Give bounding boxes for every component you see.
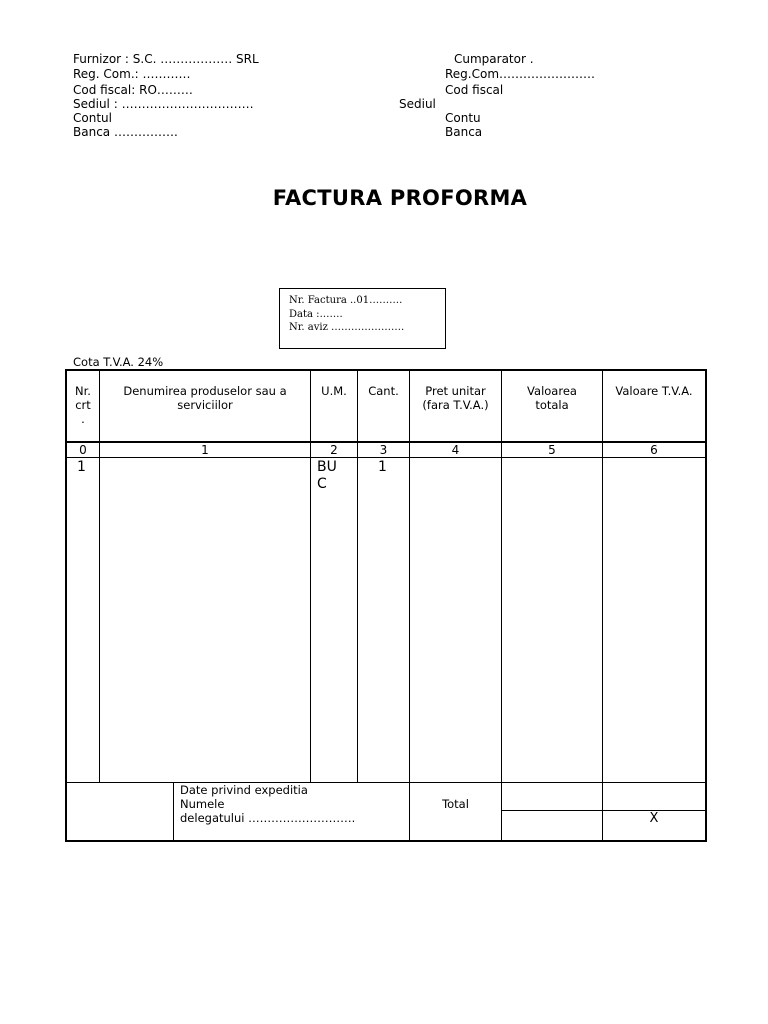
header-pret-line1: Pret unitar bbox=[425, 384, 486, 398]
expeditie-line3: delegatului ………………………. bbox=[180, 811, 356, 825]
col-number-6: 6 bbox=[650, 443, 658, 457]
expeditie-line1: Date privind expeditia bbox=[180, 783, 308, 797]
invoice-info-box bbox=[279, 288, 446, 349]
table-left-border bbox=[65, 369, 67, 842]
header-pret-unitar bbox=[410, 384, 501, 412]
table-top-border bbox=[65, 369, 706, 371]
cumparator-line: Cumparator . bbox=[454, 52, 534, 66]
header-dot-text: . bbox=[81, 412, 85, 426]
banca-buyer-line: Banca bbox=[445, 125, 483, 139]
col-number-4: 4 bbox=[451, 443, 460, 457]
header-denumire-line2: serviciilor bbox=[177, 398, 233, 412]
sediul-line: Sediul : …………………………… bbox=[73, 97, 254, 111]
header-valoare-tva: Valoare T.V.A. bbox=[615, 384, 693, 398]
col-line-4 bbox=[409, 369, 410, 841]
header-denumire-line1: Denumirea produselor sau a bbox=[123, 384, 287, 398]
col-line-1 bbox=[99, 369, 100, 783]
data-field: Data :……. bbox=[289, 308, 343, 320]
cod-fiscal-line: Cod fiscal: RO……… bbox=[73, 83, 193, 97]
cota-tva: Cota T.V.A. 24% bbox=[73, 355, 164, 369]
document-title: FACTURA PROFORMA bbox=[272, 186, 528, 210]
contul-line: Contul bbox=[73, 111, 112, 125]
header-valoarea-line2: totala bbox=[535, 398, 569, 412]
footer-separator bbox=[65, 782, 706, 783]
row-um-line1: BU bbox=[317, 459, 337, 475]
row-um bbox=[317, 459, 337, 493]
table-bottom-border bbox=[65, 840, 706, 842]
header-nr-crt bbox=[67, 384, 99, 426]
reg-com-buyer-line: Reg.Com…………………… bbox=[445, 67, 596, 81]
col-line-3 bbox=[357, 369, 358, 783]
header-denumire bbox=[100, 384, 310, 412]
total-row-separator bbox=[501, 810, 706, 811]
header-crt-text: crt bbox=[75, 398, 91, 412]
col-number-1: 1 bbox=[201, 443, 209, 457]
col-number-3: 3 bbox=[379, 443, 388, 457]
footer-col-line bbox=[173, 782, 174, 841]
col-line-6 bbox=[602, 369, 603, 841]
row-um-line2: C bbox=[317, 476, 327, 492]
header-nr-text: Nr. bbox=[75, 384, 91, 398]
table-right-border bbox=[705, 369, 707, 842]
col-number-5: 5 bbox=[548, 443, 556, 457]
reg-com-line: Reg. Com.: ………… bbox=[73, 67, 191, 81]
nr-factura: Nr. Factura ..01………. bbox=[289, 295, 403, 306]
col-number-2: 2 bbox=[330, 443, 338, 457]
contu-buyer-line: Contu bbox=[445, 111, 481, 125]
header-valoarea-totala bbox=[502, 384, 602, 412]
col-line-5 bbox=[501, 369, 502, 841]
expeditie-info bbox=[180, 783, 355, 825]
x-mark: X bbox=[649, 811, 659, 826]
expeditie-line2: Numele bbox=[180, 797, 225, 811]
row-cant: 1 bbox=[378, 459, 387, 475]
furnizor-line: Furnizor : S.C. ……………… SRL bbox=[73, 52, 259, 66]
numbers-separator bbox=[65, 457, 706, 458]
col-line-2 bbox=[310, 369, 311, 783]
header-valoarea-line1: Valoarea bbox=[527, 384, 577, 398]
cod-fiscal-buyer-line: Cod fiscal bbox=[445, 83, 504, 97]
header-um: U.M. bbox=[321, 384, 347, 398]
nr-aviz: Nr. aviz …………………. bbox=[289, 322, 405, 333]
header-pret-line2: (fara T.V.A.) bbox=[422, 398, 489, 412]
sediul-buyer-line: Sediul bbox=[399, 97, 436, 111]
col-number-0: 0 bbox=[79, 443, 87, 457]
header-cant: Cant. bbox=[368, 384, 399, 398]
row-nr: 1 bbox=[77, 459, 86, 475]
banca-line: Banca ……………. bbox=[73, 125, 178, 139]
total-label: Total bbox=[442, 797, 469, 811]
